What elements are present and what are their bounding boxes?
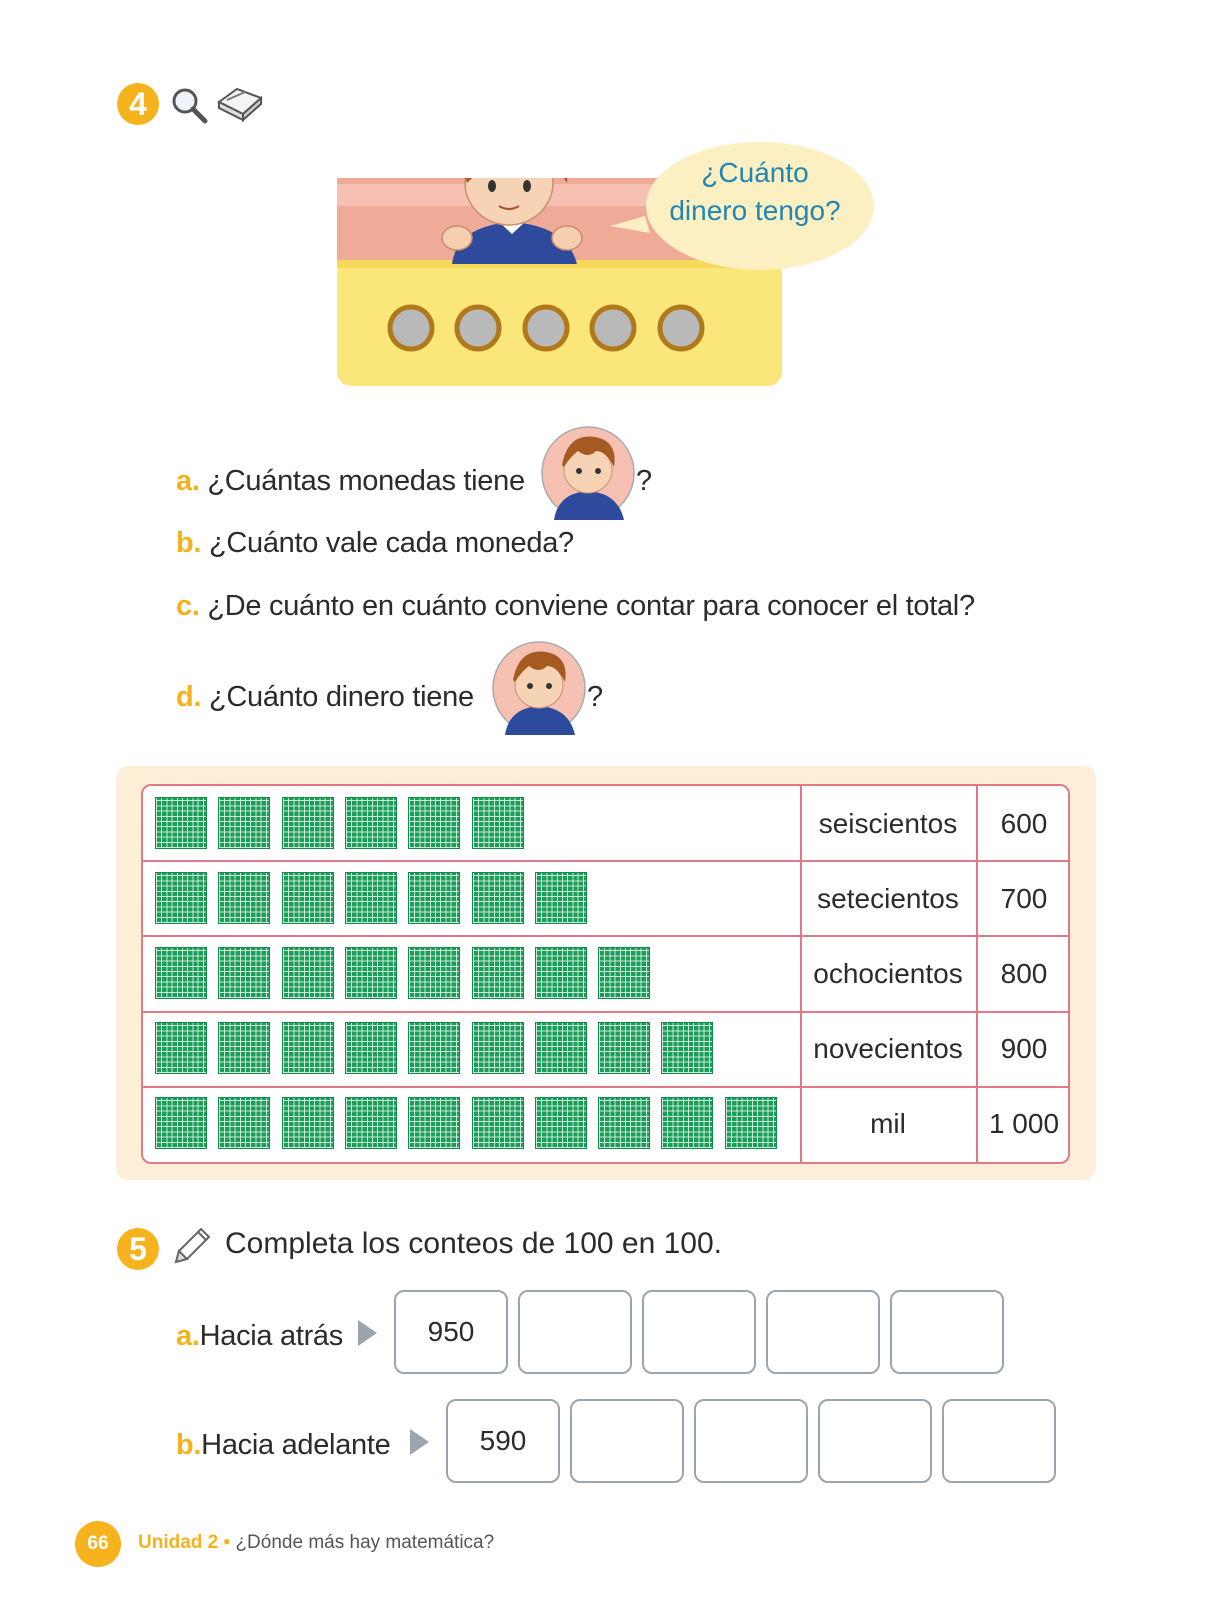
- footer-text: [138, 1532, 494, 1554]
- hundred-block: [345, 797, 397, 849]
- question-text: ¿Cuánto vale cada moneda?: [208, 527, 574, 559]
- item-label: Hacia adelante: [201, 1429, 391, 1461]
- question-text: ¿De cuánto en cuánto conviene contar para conocer el total?: [207, 590, 975, 622]
- number-value: 600: [1000, 808, 1048, 839]
- number-value: 700: [1000, 883, 1048, 914]
- hundred-block: [408, 947, 460, 999]
- number-word: novecientos: [813, 1033, 963, 1064]
- question-letter: a.: [176, 465, 200, 497]
- hundred-block: [598, 1022, 650, 1074]
- hundred-block: [345, 947, 397, 999]
- hundred-block: [155, 797, 207, 849]
- number-value: 900: [1000, 1033, 1048, 1064]
- question-d: [176, 681, 474, 714]
- hundred-block: [218, 797, 270, 849]
- page-number: 66: [75, 1521, 121, 1567]
- hundred-block: [598, 947, 650, 999]
- hundred-block: [535, 1022, 587, 1074]
- answer-input[interactable]: [694, 1399, 808, 1483]
- eraser-icon: [215, 84, 265, 124]
- hundred-block: [535, 1097, 587, 1149]
- table-row: [143, 786, 1068, 861]
- hundred-block: [282, 797, 334, 849]
- hundred-block: [408, 872, 460, 924]
- hundred-block: [155, 1097, 207, 1149]
- hundred-block: [661, 1097, 713, 1149]
- hundred-block: [535, 872, 587, 924]
- hundred-block: [155, 872, 207, 924]
- table-row: [143, 1011, 1068, 1086]
- hundred-block: [345, 872, 397, 924]
- hundred-block: [472, 797, 524, 849]
- count-box: 950: [394, 1290, 508, 1374]
- hundred-block: [218, 947, 270, 999]
- hundred-block: [282, 1097, 334, 1149]
- hundred-block: [408, 1097, 460, 1149]
- answer-input[interactable]: [890, 1290, 1004, 1374]
- question-c: [176, 590, 975, 623]
- hundred-block: [218, 872, 270, 924]
- table-row: [143, 1086, 1068, 1161]
- hundred-block: [282, 947, 334, 999]
- hundred-block: [408, 1022, 460, 1074]
- count-box: 590: [446, 1399, 560, 1483]
- footer-separator: •: [218, 1532, 236, 1553]
- hundred-block: [155, 1022, 207, 1074]
- hundred-block: [661, 1022, 713, 1074]
- hundred-block: [155, 947, 207, 999]
- hundred-block: [472, 947, 524, 999]
- footer-title: ¿Dónde más hay matemática?: [235, 1532, 495, 1553]
- hundred-block: [218, 1097, 270, 1149]
- question-letter: b.: [176, 527, 202, 559]
- hundred-block: [725, 1097, 777, 1149]
- hundred-block: [472, 872, 524, 924]
- question-text: ¿Cuánto dinero tiene: [208, 681, 474, 713]
- answer-input[interactable]: [818, 1399, 932, 1483]
- magnifier-icon: [170, 86, 210, 126]
- hundred-block: [218, 1022, 270, 1074]
- hundreds-table: [141, 784, 1070, 1164]
- number-word: ochocientos: [813, 958, 963, 989]
- pencil-icon: [170, 1224, 214, 1268]
- number-word: mil: [870, 1108, 906, 1139]
- arrow-right-icon: [358, 1320, 377, 1346]
- activity-number-badge: 4: [117, 83, 159, 125]
- speech-bubble-line-2: dinero tengo?: [669, 195, 841, 226]
- activity-number-badge: 5: [117, 1228, 159, 1270]
- activity5-title: Completa los conteos de 100 en 100.: [225, 1227, 723, 1260]
- hundred-block: [472, 1022, 524, 1074]
- answer-input[interactable]: [642, 1290, 756, 1374]
- answer-input[interactable]: [942, 1399, 1056, 1483]
- answer-input[interactable]: [766, 1290, 880, 1374]
- question-a: [176, 465, 525, 498]
- table-row: [143, 861, 1068, 936]
- answer-input[interactable]: [518, 1290, 632, 1374]
- question-a-suffix: ?: [636, 465, 652, 497]
- number-word: seiscientos: [818, 808, 958, 839]
- answer-input[interactable]: [570, 1399, 684, 1483]
- hundred-block: [345, 1022, 397, 1074]
- item-letter: b.: [176, 1429, 202, 1461]
- number-word: setecientos: [817, 883, 959, 914]
- question-b: [176, 527, 574, 560]
- hundred-block: [282, 1022, 334, 1074]
- question-d-suffix: ?: [587, 681, 603, 713]
- item-label: Hacia atrás: [199, 1320, 343, 1352]
- question-letter: c.: [176, 590, 200, 622]
- question-letter: d.: [176, 681, 202, 713]
- count-b-label: [176, 1429, 390, 1462]
- number-value: 800: [1000, 958, 1048, 989]
- hundred-block: [345, 1097, 397, 1149]
- hundred-block: [408, 797, 460, 849]
- arrow-right-icon: [410, 1429, 429, 1455]
- table-row: [143, 936, 1068, 1011]
- number-value: 1 000: [988, 1108, 1060, 1139]
- hundred-block: [598, 1097, 650, 1149]
- question-text: ¿Cuántas monedas tiene: [207, 465, 525, 497]
- speech-bubble-text: [650, 154, 860, 230]
- hundred-block: [472, 1097, 524, 1149]
- hundred-block: [535, 947, 587, 999]
- item-letter: a.: [176, 1320, 200, 1352]
- speech-bubble-line-1: ¿Cuánto: [701, 157, 809, 188]
- footer-unit: Unidad 2: [138, 1532, 219, 1553]
- boy-portrait-icon: [540, 425, 636, 521]
- hundred-block: [282, 872, 334, 924]
- boy-portrait-icon: [491, 640, 587, 736]
- count-a-label: [176, 1320, 343, 1353]
